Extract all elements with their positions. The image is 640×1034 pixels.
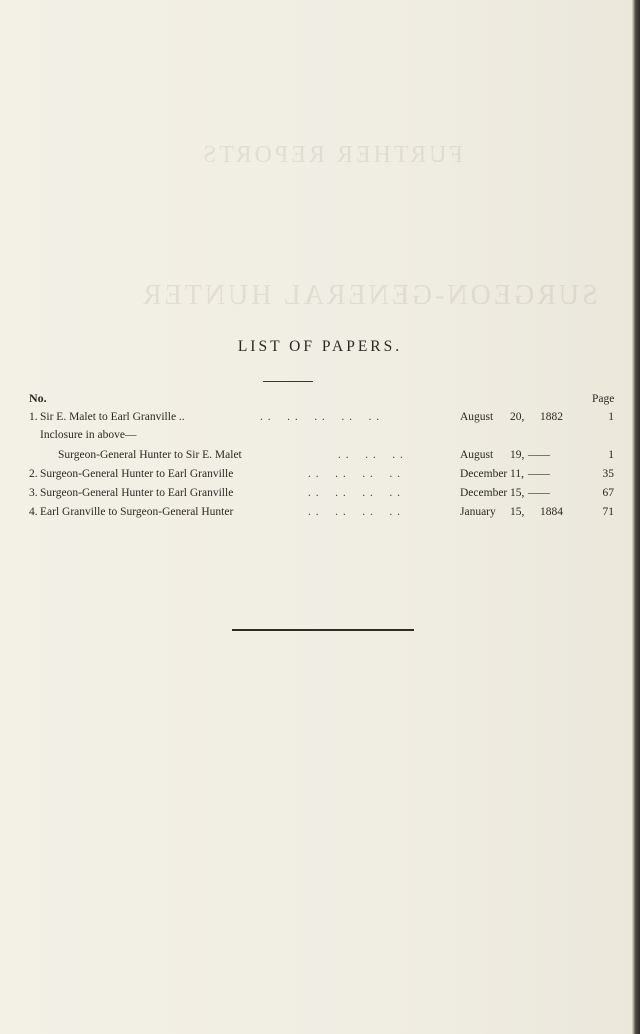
entry-title: Surgeon-General Hunter to Earl Granville bbox=[40, 487, 234, 499]
entry-year: 1884 bbox=[540, 506, 563, 518]
entry-month: August bbox=[460, 449, 494, 461]
entry-title: Surgeon-General Hunter to Earl Granville bbox=[40, 468, 234, 480]
leader-dots: . . . . . . . . bbox=[308, 468, 401, 480]
column-header-page: Page bbox=[592, 393, 615, 405]
list-item bbox=[0, 484, 640, 502]
entry-day: 19, bbox=[510, 449, 525, 461]
title-rule bbox=[263, 381, 313, 382]
list-item bbox=[0, 465, 640, 483]
leader-dots: . . . . . . . . . . bbox=[260, 411, 381, 423]
leader-dots: . . . . . . . . bbox=[308, 506, 401, 518]
leader-dots: . . . . . . bbox=[338, 449, 404, 461]
entry-title: Earl Granville to Surgeon-General Hunter bbox=[40, 506, 234, 518]
entry-year: —— bbox=[528, 487, 549, 499]
entry-page: 1 bbox=[608, 449, 614, 461]
entry-day: 20, bbox=[510, 411, 525, 423]
closing-rule bbox=[232, 629, 414, 631]
entry-year: —— bbox=[528, 449, 549, 461]
entry-page: 1 bbox=[608, 411, 614, 423]
list-item bbox=[0, 503, 640, 521]
page-title: LIST OF PAPERS. bbox=[237, 338, 403, 355]
list-item bbox=[0, 426, 640, 444]
entry-number: 1. bbox=[29, 411, 38, 423]
show-through-text: SURGEON-GENERAL HUNTER bbox=[140, 280, 598, 311]
entry-page: 67 bbox=[602, 487, 614, 499]
list-item bbox=[0, 446, 640, 464]
entry-number: 3. bbox=[29, 487, 38, 499]
entry-day: 15, bbox=[510, 506, 525, 518]
show-through-text: FURTHER REPORTS bbox=[200, 142, 463, 168]
entry-day: 11, bbox=[510, 468, 524, 480]
column-header-number: No. bbox=[29, 391, 47, 405]
entry-page: 71 bbox=[602, 506, 614, 518]
page-binding-edge bbox=[632, 0, 640, 1034]
entry-month: August bbox=[460, 411, 494, 423]
entry-title: Sir E. Malet to Earl Granville .. bbox=[40, 411, 185, 423]
entry-number: 4. bbox=[29, 506, 38, 518]
entry-page: 35 bbox=[602, 468, 614, 480]
entry-year: —— bbox=[528, 468, 549, 480]
entry-month: January bbox=[460, 506, 496, 518]
entry-year: 1882 bbox=[540, 411, 563, 423]
entry-title: Surgeon-General Hunter to Sir E. Malet bbox=[58, 449, 242, 461]
leader-dots: . . . . . . . . bbox=[308, 487, 401, 499]
entry-day: 15, bbox=[510, 487, 525, 499]
entry-title: Inclosure in above— bbox=[40, 429, 137, 441]
entry-month: December bbox=[460, 468, 508, 480]
entry-month: December bbox=[460, 487, 508, 499]
list-item bbox=[0, 408, 640, 426]
entry-number: 2. bbox=[29, 468, 38, 480]
